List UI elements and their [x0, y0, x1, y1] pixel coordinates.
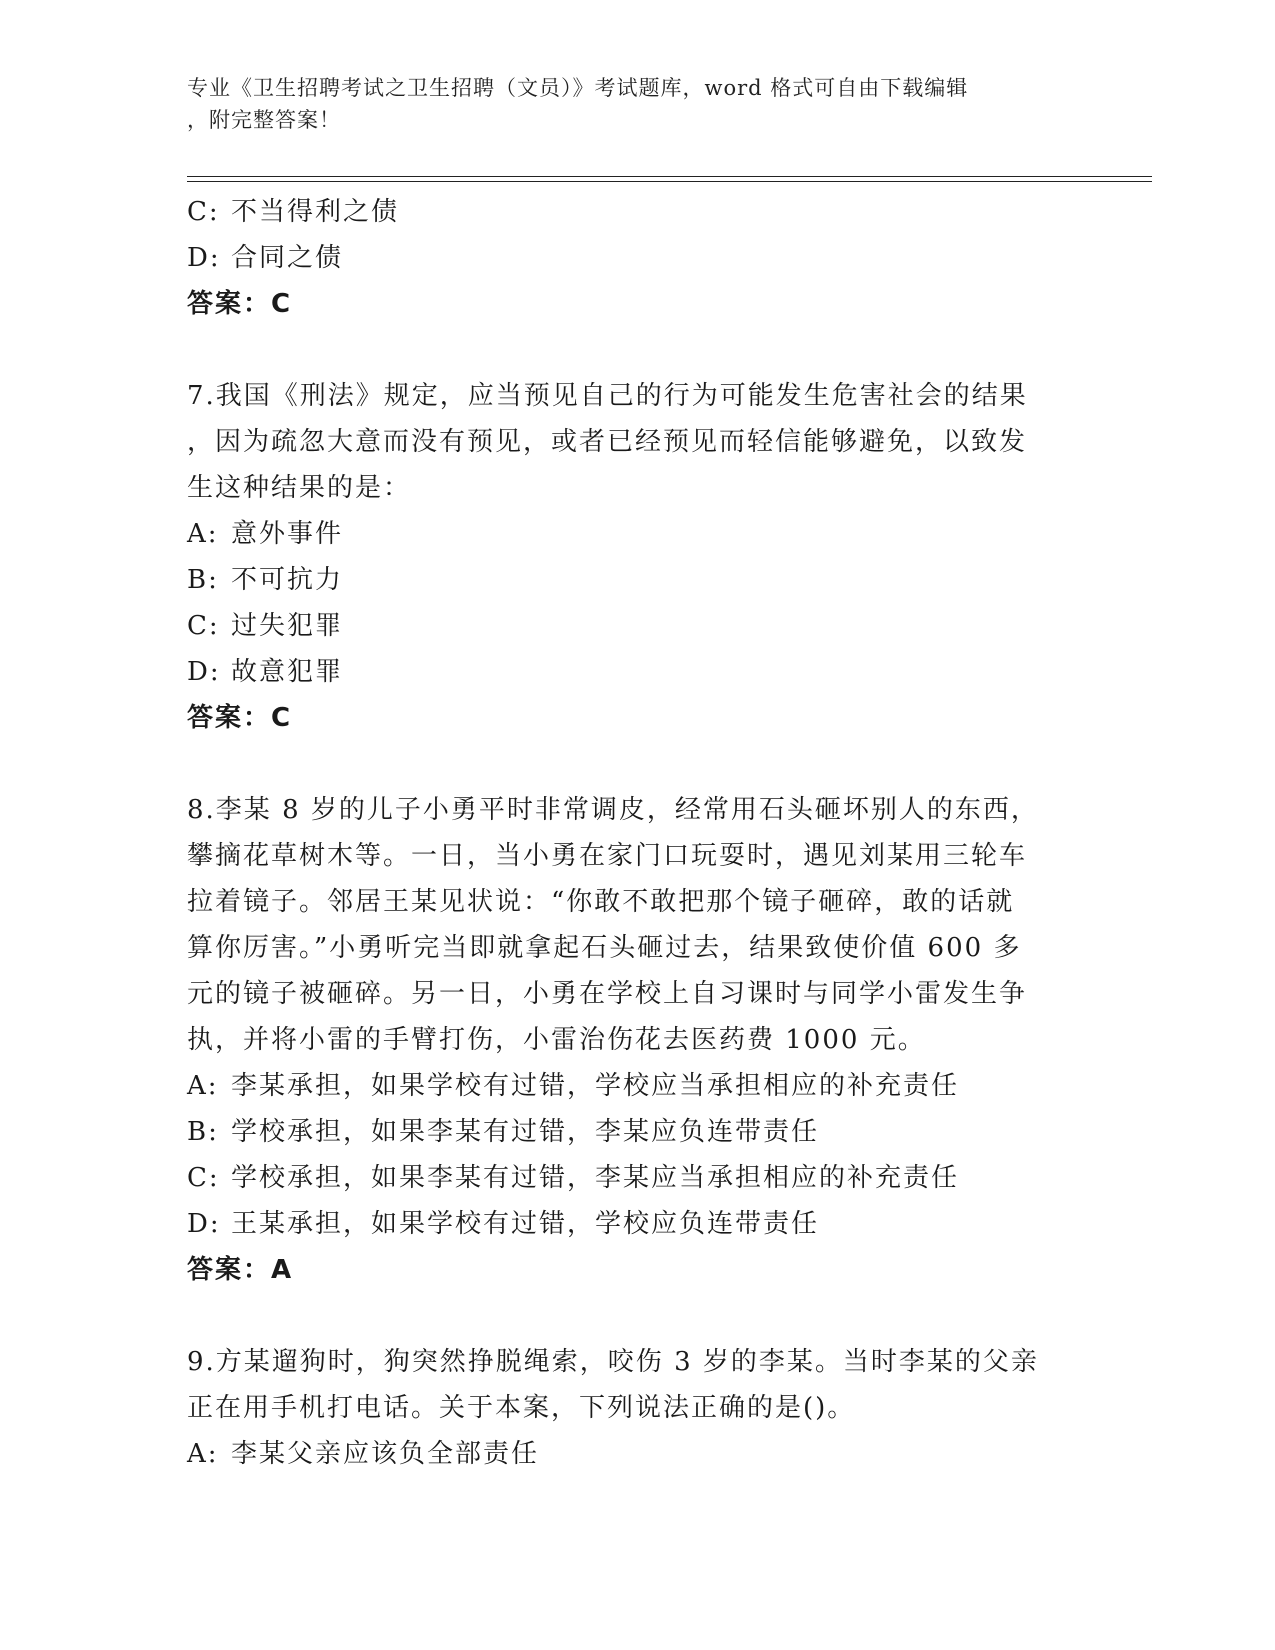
question-8	[187, 787, 1087, 1293]
question-7	[187, 373, 1087, 741]
option-key: D:	[187, 243, 221, 273]
header-line-2: ，附完整答案！	[187, 108, 341, 132]
spacer	[187, 741, 1087, 787]
answer: 答案：C	[187, 289, 293, 319]
option-text: 不当得利之债	[231, 197, 400, 227]
option-text: 故意犯罪	[231, 657, 344, 687]
question-9	[187, 1339, 1087, 1477]
option-key: D:	[187, 657, 221, 687]
option-key: C:	[187, 1163, 220, 1193]
option-text: 李某父亲应该负全部责任	[231, 1439, 540, 1469]
answer: 答案：A	[187, 1255, 294, 1285]
question-text-line: 元的镜子被砸碎。另一日，小勇在学校上自习课时与同学小雷发生争	[187, 979, 1028, 1009]
option-b	[187, 1109, 1087, 1155]
option-c	[187, 189, 1087, 235]
option-text: 合同之债	[231, 243, 344, 273]
question-text-line: 8.李某 8 岁的儿子小勇平时非常调皮，经常用石头砸坏别人的东西，	[187, 795, 1039, 825]
option-c	[187, 1155, 1087, 1201]
header-line-1: 专业《卫生招聘考试之卫生招聘（文员）》考试题库，word 格式可自由下载编辑	[187, 76, 969, 100]
option-d	[187, 235, 1087, 281]
option-key: A:	[187, 519, 219, 549]
option-a	[187, 1063, 1087, 1109]
option-b	[187, 557, 1087, 603]
answer: 答案：C	[187, 703, 293, 733]
option-a	[187, 1431, 1087, 1477]
question-list	[187, 189, 1087, 1477]
option-d	[187, 649, 1087, 695]
option-key: C:	[187, 197, 220, 227]
option-key: A:	[187, 1071, 219, 1101]
option-key: D:	[187, 1209, 221, 1239]
option-key: C:	[187, 611, 220, 641]
question-text-line: 算你厉害。”小勇听完当即就拿起石头砸过去，结果致使价值 600 多	[187, 933, 1022, 963]
spacer	[187, 1293, 1087, 1339]
option-a	[187, 511, 1087, 557]
question-text-line: 执，并将小雷的手臂打伤，小雷治伤花去医药费 1000 元。	[187, 1025, 926, 1055]
question-text-line: ，因为疏忽大意而没有预见，或者已经预见而轻信能够避免，以致发	[187, 427, 1028, 457]
document-header	[187, 72, 1067, 136]
option-c	[187, 603, 1087, 649]
option-text: 意外事件	[231, 519, 344, 549]
option-d	[187, 1201, 1087, 1247]
option-key: B:	[187, 1117, 219, 1147]
question-text-line: 7.我国《刑法》规定，应当预见自己的行为可能发生危害社会的结果	[187, 381, 1028, 411]
option-text: 学校承担，如果李某有过错，李某应当承担相应的补充责任	[231, 1163, 960, 1193]
option-text: 不可抗力	[231, 565, 344, 595]
question-6	[187, 189, 1087, 327]
option-key: B:	[187, 565, 219, 595]
question-text-line: 生这种结果的是：	[187, 473, 412, 503]
question-text-line: 9.方某遛狗时，狗突然挣脱绳索，咬伤 3 岁的李某。当时李某的父亲	[187, 1347, 1039, 1377]
question-text-line: 正在用手机打电话。关于本案，下列说法正确的是()。	[187, 1393, 856, 1423]
question-text-line: 攀摘花草树木等。一日，当小勇在家门口玩耍时，遇见刘某用三轮车	[187, 841, 1028, 871]
option-text: 王某承担，如果学校有过错，学校应负连带责任	[231, 1209, 820, 1239]
option-text: 李某承担，如果学校有过错，学校应当承担相应的补充责任	[231, 1071, 960, 1101]
spacer	[187, 327, 1087, 373]
option-text: 学校承担，如果李某有过错，李某应负连带责任	[231, 1117, 820, 1147]
header-divider-bottom	[187, 181, 1152, 182]
question-text-line: 拉着镜子。邻居王某见状说：“你敢不敢把那个镜子砸碎，敢的话就	[187, 887, 1015, 917]
header-divider-top	[187, 176, 1152, 177]
option-text: 过失犯罪	[231, 611, 344, 641]
option-key: A:	[187, 1439, 219, 1469]
